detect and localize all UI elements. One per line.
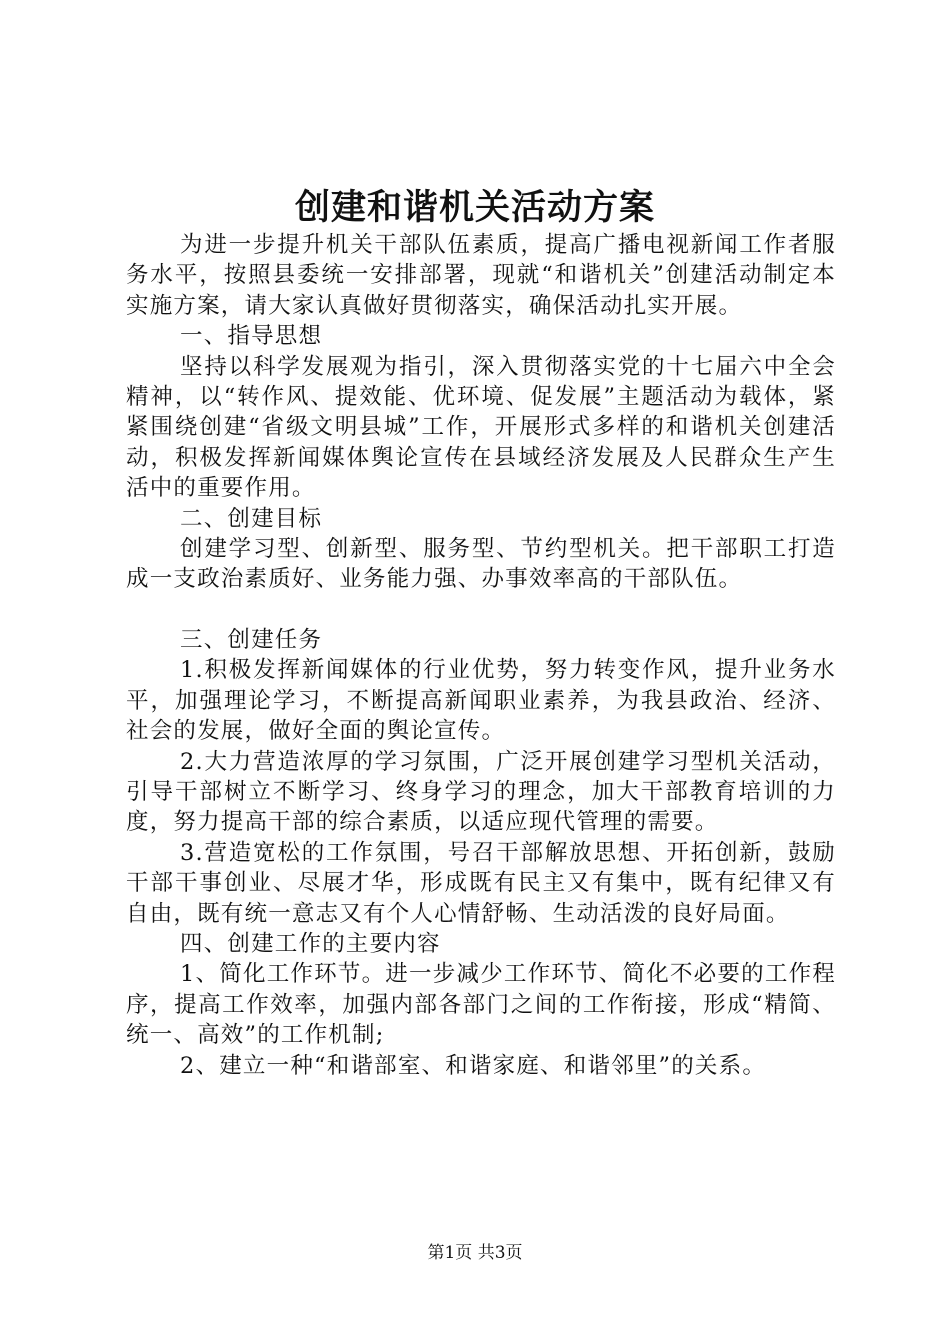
section-heading-tasks: 三、创建任务 <box>180 626 323 653</box>
document-title: 创建和谐机关活动方案 <box>294 187 655 228</box>
document-body <box>126 230 836 1081</box>
goals-paragraph: 创建学习型、创新型、服务型、节约型机关。把干部职工打造成一支政治素质好、业务能力强、办事效率高的干部队伍。 <box>126 536 836 593</box>
task-item-2: 2.大力营造浓厚的学习氛围，广泛开展创建学习型机关活动，引导干部树立不断学习、终身学习的理念，加大干部教育培训的力度，努力提高干部的综合素质，以适应现代管理的需要。 <box>126 748 836 836</box>
task-item-1: 1.积极发挥新闻媒体的行业优势，努力转变作风，提升业务水平，加强理论学习，不断提高新闻职业素养，为我县政治、经济、社会的发展，做好全面的舆论宣传。 <box>126 657 836 745</box>
section-heading-main-content: 四、创建工作的主要内容 <box>180 930 441 957</box>
guiding-thought-paragraph: 坚持以科学发展观为指引，深入贯彻落实党的十七届六中全会精神，以“转作风、提效能、优环境、促发展”主题活动为载体，紧紧围绕创建“省级文明县城”工作，开展形式多样的和谐机关创建活动，积极发挥新闻媒体舆论宣传在县域经济发展及人民群众生产生活中的重要作用。 <box>126 353 836 502</box>
task-item-3: 3.营造宽松的工作氛围，号召干部解放思想、开拓创新，鼓励干部干事创业、尽展才华，形成既有民主又有集中，既有纪律又有自由，既有统一意志又有个人心情舒畅、生动活泼的良好局面。 <box>126 839 836 927</box>
content-item-2: 2、建立一种“和谐部室、和谐家庭、和谐邻里”的关系。 <box>180 1052 767 1079</box>
content-item-1: 1、简化工作环节。进一步减少工作环节、简化不必要的工作程序，提高工作效率，加强内部各部门之间的工作衔接，形成“精简、统一、高效”的工作机制; <box>126 961 836 1049</box>
page-number-footer: 第1页 共3页 <box>427 1243 523 1263</box>
section-heading-goals: 二、创建目标 <box>180 505 323 532</box>
section-heading-guiding-thought: 一、指导思想 <box>180 323 323 350</box>
intro-paragraph: 为进一步提升机关干部队伍素质，提高广播电视新闻工作者服务水平，按照县委统一安排部署，现就“和谐机关”创建活动制定本实施方案，请大家认真做好贯彻落实，确保活动扎实开展。 <box>126 232 836 319</box>
